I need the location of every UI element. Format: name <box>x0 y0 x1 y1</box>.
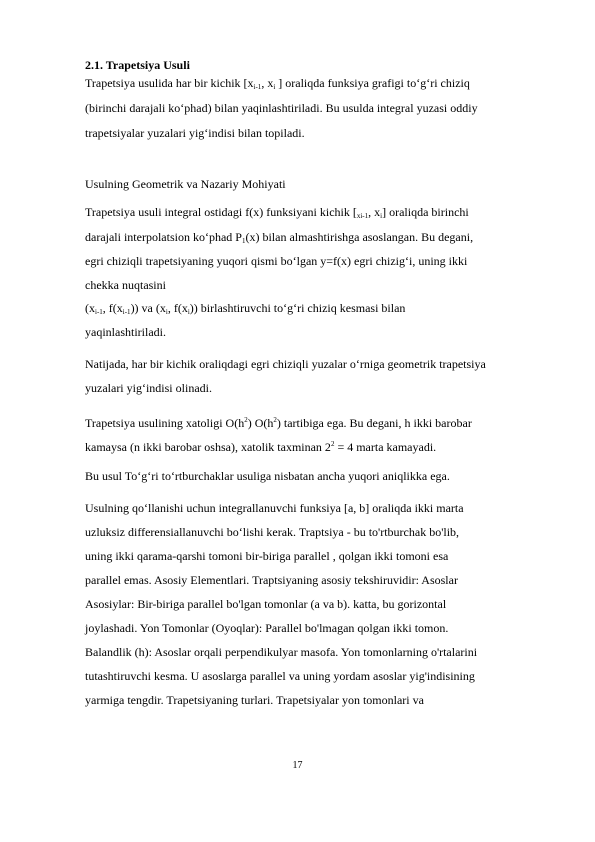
text-run: Trapetsiya usuli integral ostidagi f(x) funksiyani kichik [ <box>85 205 357 219</box>
subscript: i <box>165 308 168 316</box>
paragraph-line <box>85 230 473 249</box>
subsection-title: Usulning Geometrik va Nazariy Mohiyati <box>85 177 286 191</box>
paragraph-line: joylashadi. Yon Tomonlar (Oyoqlar): Parallel bo'lmagan qolgan ikki tomon. <box>85 621 449 635</box>
text-run: ] oraliqda birinchi <box>382 205 469 219</box>
subscript: 1 <box>241 237 246 245</box>
text-run: darajali interpolatsion koʻphad P <box>85 230 242 244</box>
text-run: Trapetsiya usulining xatoligi O(h <box>85 416 245 430</box>
text-run: (x) bilan almashtirishga asoslangan. Bu degani, <box>245 230 474 244</box>
text-run: , x <box>261 76 274 90</box>
text-run: ) O(h <box>247 416 274 430</box>
paragraph-line <box>85 437 436 455</box>
paragraph-line: Asosiylar: Bir-biriga parallel bo'lgan tomonlar (a va b). katta, bu gorizontal <box>85 597 447 611</box>
superscript: 2 <box>330 440 335 448</box>
text-run: ] oraliqda funksiya grafigi toʻgʻri chiziq <box>275 76 470 90</box>
paragraph-line <box>85 76 470 95</box>
subscript: i <box>187 308 190 316</box>
paragraph-line: yarmiga tengdir. Trapetsiyaning turlari. Trapetsiyalar yon tomonlari va <box>85 693 424 707</box>
paragraph-line: tutashtiruvchi kesma. U asoslarga parallel va uning yordam asoslar yig'indisining <box>85 669 475 683</box>
text-run: , f(x <box>167 301 188 315</box>
section-heading: 2.1. Trapetsiya Usuli <box>85 58 190 72</box>
text-run: , x <box>368 205 381 219</box>
paragraph-line <box>85 301 405 320</box>
superscript: 2 <box>273 416 277 424</box>
paragraph-line: (birinchi darajali koʻphad) bilan yaqinlashtiriladi. Bu usulda integral yuzasi oddiy <box>85 101 478 115</box>
text-run: Trapetsiya usulida har bir kichik [x <box>85 76 254 90</box>
text-run: (x <box>85 301 95 315</box>
paragraph-line: yuzalari yigʻindisi olinadi. <box>85 381 212 395</box>
text-run: kamaysa (n ikki barobar oshsa), xatolik taxminan 2 <box>85 440 331 454</box>
paragraph-line: yaqinlashtiriladi. <box>85 325 166 339</box>
subscript: i <box>273 83 276 91</box>
paragraph-line: egri chiziqli trapetsiyaning yuqori qismi boʻlgan y=f(x) egri chizigʻi, uning ikki <box>85 254 468 268</box>
paragraph-line: uning ikki qarama-qarshi tomoni bir-biriga parallel , qolgan ikki tomoni esa <box>85 549 449 563</box>
subscript: i-1 <box>95 308 103 316</box>
subscript: xi-1 <box>356 212 369 220</box>
subscript: i <box>380 212 383 220</box>
paragraph-line <box>85 413 472 431</box>
text-run: )) birlashtiruvchi toʻgʻri chiziq kesmasi bilan <box>189 301 406 315</box>
page-number: 17 <box>292 760 303 771</box>
text-run: )) va (x <box>130 301 166 315</box>
text-run: = 4 marta kamayadi. <box>334 440 437 454</box>
paragraph-line: Bu usul Toʻgʻri toʻrtburchaklar usuliga nisbatan ancha yuqori aniqlikka ega. <box>85 469 450 483</box>
paragraph-line <box>85 205 469 224</box>
text-run: ) tartibiga ega. Bu degani, h ikki barobar <box>276 416 472 430</box>
subscript: i-1 <box>122 308 131 316</box>
paragraph-line: Balandlik (h): Asoslar orqali perpendikulyar masofa. Yon tomonlarning o'rtalarini <box>85 645 478 659</box>
paragraph-line: uzluksiz differensiallanuvchi boʻlishi kerak. Traptsiya - bu to'rtburchak bo'lib, <box>85 525 460 539</box>
subscript: i-1 <box>253 83 262 91</box>
text-run: , f(x <box>102 301 123 315</box>
paragraph-line: parallel emas. Asosiy Elementlari. Traptsiyaning asosiy tekshiruvidir: Asoslar <box>85 573 458 587</box>
paragraph-line: trapetsiyalar yuzalari yigʻindisi bilan topiladi. <box>85 126 305 140</box>
paragraph-line: Natijada, har bir kichik oraliqdagi egri chiziqli yuzalar oʻrniga geometrik trapetsiya <box>85 357 486 371</box>
paragraph-line: Usulning qoʻllanishi uchun integrallanuvchi funksiya [a, b] oraliqda ikki marta <box>85 501 464 515</box>
paragraph-line: chekka nuqtasini <box>85 278 166 292</box>
superscript: 2 <box>244 416 248 424</box>
